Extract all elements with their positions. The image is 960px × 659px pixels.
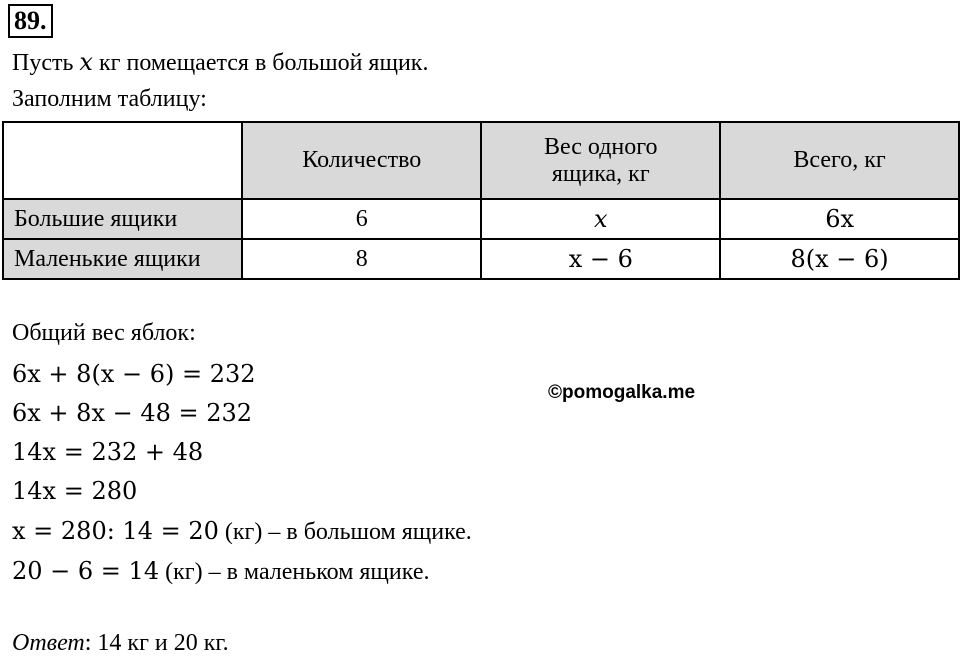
intro-text-start: Пусть <box>12 50 80 76</box>
answer-line <box>12 630 229 657</box>
table-row <box>3 199 959 239</box>
solution-heading: Общий вес яблок: <box>12 320 196 346</box>
header-empty-cell <box>3 122 242 199</box>
intro-text-end: кг помещается в большой ящик. <box>92 50 429 76</box>
row-count: 8 <box>242 239 481 279</box>
intro-line-2: Заполним таблицу: <box>12 86 207 112</box>
row-total: 8(x − 6) <box>720 239 959 279</box>
equation-6-math: 20 − 6 = 14 <box>12 557 160 585</box>
row-label: Большие ящики <box>3 199 242 239</box>
equation-3: 14x = 232 + 48 <box>12 438 204 466</box>
table-header-row <box>3 122 959 199</box>
header-weight-line-2: ящика, кг <box>551 160 650 187</box>
answer-text: : 14 кг и 20 кг. <box>84 630 229 656</box>
equation-1: 6x + 8(x − 6) = 232 <box>12 360 256 388</box>
row-total: 6x <box>720 199 959 239</box>
header-weight <box>481 122 720 199</box>
header-count: Количество <box>242 122 481 199</box>
row-label: Маленькие ящики <box>3 239 242 279</box>
equation-5-text: (кг) – в большом ящике. <box>218 519 472 545</box>
table-row <box>3 239 959 279</box>
equation-6 <box>12 557 429 586</box>
equation-5 <box>12 517 472 546</box>
equation-6-text: (кг) – в маленьком ящике. <box>159 559 430 585</box>
data-table <box>2 121 960 280</box>
row-weight: x <box>481 199 720 239</box>
row-count: 6 <box>242 199 481 239</box>
problem-number: 89. <box>8 4 53 38</box>
answer-label: Ответ <box>12 630 85 656</box>
header-total: Всего, кг <box>720 122 959 199</box>
header-weight-line-1: Вес одного <box>544 133 658 160</box>
equation-4: 14x = 280 <box>12 477 138 505</box>
watermark: ©pomogalka.me <box>548 382 696 403</box>
equation-5-math: x = 280: 14 = 20 <box>12 517 219 545</box>
row-weight: x − 6 <box>481 239 720 279</box>
intro-variable: x <box>79 48 93 76</box>
equation-2: 6x + 8x − 48 = 232 <box>12 399 253 427</box>
intro-line-1 <box>12 48 428 77</box>
